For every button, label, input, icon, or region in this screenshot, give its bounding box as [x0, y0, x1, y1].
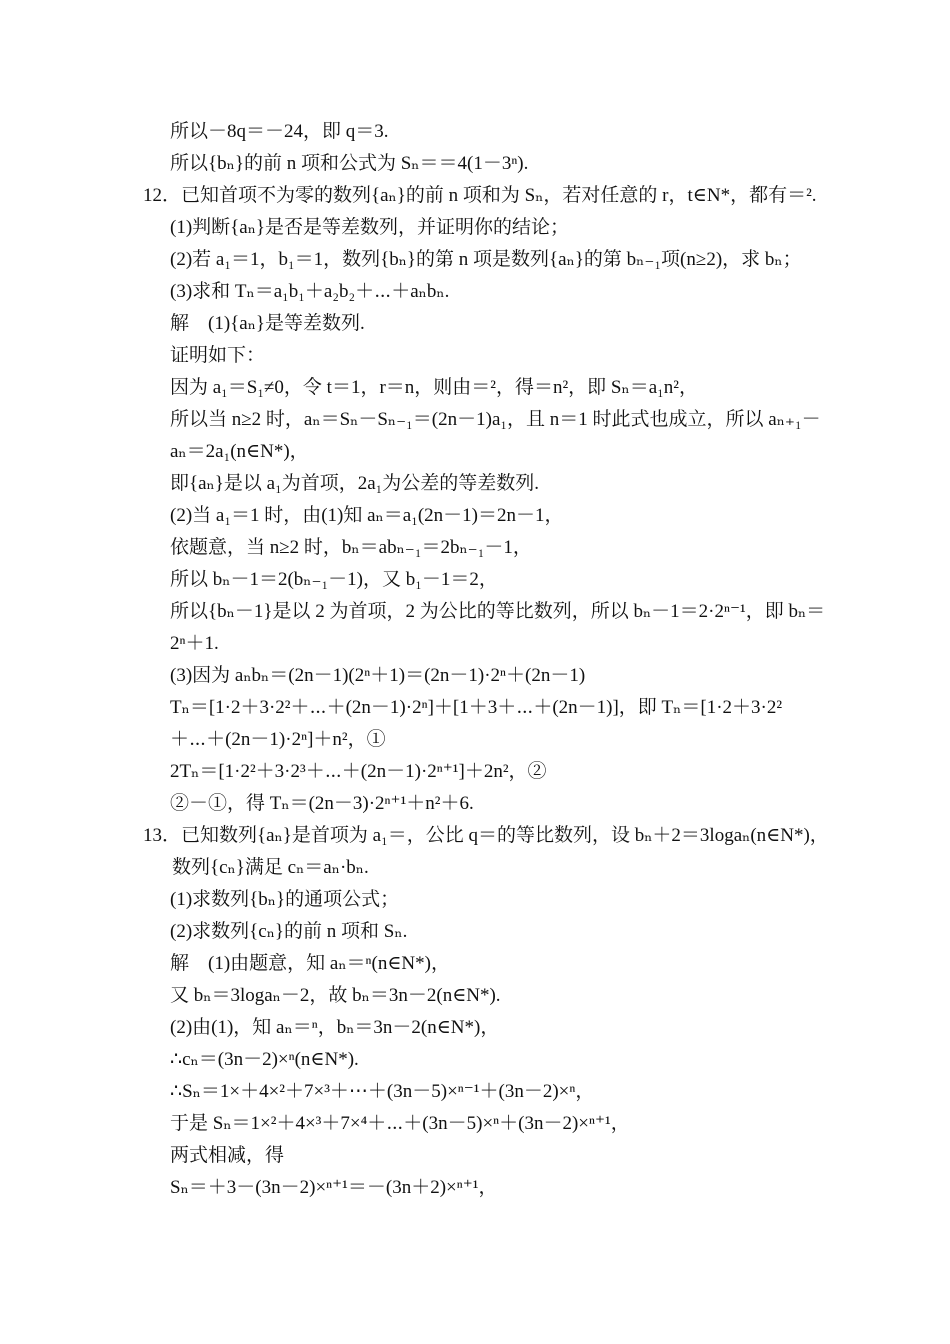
text-line: ∴Sₙ＝1×＋4×²＋7×³＋⋯＋(3n－5)×ⁿ⁻¹＋(3n－2)×ⁿ，: [170, 1081, 595, 1102]
text-line: 所以{bₙ}的前 n 项和公式为 Sₙ＝＝4(1－3ⁿ).: [170, 153, 529, 174]
text-line: 即{aₙ}是以 a₁为首项，2a₁为公差的等差数列.: [170, 473, 540, 494]
text-line: 2Tₙ＝[1·2²＋3·2³＋⋯＋(2n－1)·2ⁿ⁺¹]＋2n²，②: [170, 761, 547, 782]
text-line: (3)求和 Tₙ＝a₁b₁＋a₂b₂＋⋯＋aₙbₙ.: [170, 281, 450, 302]
text-line: 于是 Sₙ＝1×²＋4×³＋7×⁴＋⋯＋(3n－5)×ⁿ＋(3n－2)×ⁿ⁺¹，: [170, 1113, 630, 1134]
text-line: 2ⁿ＋1.: [170, 633, 219, 654]
text-line: (2)由(1)，知 aₙ＝ⁿ，bₙ＝3n－2(n∈N*)，: [170, 1017, 500, 1038]
text-line: (2)求数列{cₙ}的前 n 项和 Sₙ.: [170, 921, 408, 942]
text-line: (3)因为 aₙbₙ＝(2n－1)(2ⁿ＋1)＝(2n－1)·2ⁿ＋(2n－1): [170, 665, 586, 686]
text-line: aₙ＝2a₁(n∈N*)，: [170, 441, 309, 462]
text-line: Sₙ＝＋3－(3n－2)×ⁿ⁺¹＝－(3n＋2)×ⁿ⁺¹，: [170, 1177, 498, 1198]
text-line: 数列{cₙ}满足 cₙ＝aₙ·bₙ.: [172, 857, 369, 878]
text-line: 又 bₙ＝3logaₙ－2，故 bₙ＝3n－2(n∈N*).: [170, 985, 501, 1006]
text-line: 所以－8q＝－24，即 q＝3.: [170, 121, 389, 142]
text-line: (1)求数列{bₙ}的通项公式；: [170, 889, 400, 910]
text-line: (2)若 a₁＝1，b₁＝1，数列{bₙ}的第 n 项是数列{aₙ}的第 bₙ₋₁项(n≥2)，求 bₙ；: [170, 249, 802, 270]
text-line: 所以{bₙ－1}是以 2 为首项，2 为公比的等比数列，所以 bₙ－1＝2·2ⁿ⁻¹，即 bₙ＝: [170, 601, 826, 622]
text-line: (2)当 a₁＝1 时，由(1)知 aₙ＝a₁(2n－1)＝2n－1，: [170, 505, 564, 526]
solution-text: [0, 116, 950, 1204]
text-line: 解 (1)由题意，知 aₙ＝ⁿ(n∈N*)，: [170, 953, 450, 974]
text-line: Tₙ＝[1·2＋3·2²＋⋯＋(2n－1)·2ⁿ]＋[1＋3＋⋯＋(2n－1)]，即 Tₙ＝[1·2＋3·2²: [170, 697, 783, 718]
text-line: ②－①，得 Tₙ＝(2n－3)·2ⁿ⁺¹＋n²＋6.: [170, 793, 474, 814]
text-line: 证明如下：: [170, 345, 266, 366]
text-line: (1)判断{aₙ}是否是等差数列，并证明你的结论；: [170, 217, 570, 238]
text-line: 依题意，当 n≥2 时，bₙ＝abₙ₋₁＝2bₙ₋₁－1，: [170, 537, 532, 558]
text-line: 解 (1){aₙ}是等差数列.: [170, 313, 365, 334]
problem-13-heading: 13．已知数列{aₙ}是首项为 a₁＝，公比 q＝的等比数列，设 bₙ＋2＝3logaₙ(n∈N*)，: [143, 825, 829, 846]
text-line: 因为 a₁＝S₁≠0，令 t＝1，r＝n，则由＝²，得＝n²，即 Sₙ＝a₁n²，: [170, 377, 698, 398]
text-line: ＋⋯＋(2n－1)·2ⁿ]＋n²，①: [170, 729, 386, 750]
text-line: 所以 bₙ－1＝2(bₙ₋₁－1)，又 b₁－1＝2，: [170, 569, 498, 590]
text-line: ∴cₙ＝(3n－2)×ⁿ(n∈N*).: [170, 1049, 359, 1070]
text-line: 两式相减，得: [170, 1145, 285, 1166]
text-line: 所以当 n≥2 时，aₙ＝Sₙ－Sₙ₋₁＝(2n－1)a₁，且 n＝1 时此式也成立，所以 aₙ₊₁－: [170, 409, 821, 430]
problem-12-heading: 12．已知首项不为零的数列{aₙ}的前 n 项和为 Sₙ，若对任意的 r，t∈N*，都有＝².: [143, 185, 817, 206]
